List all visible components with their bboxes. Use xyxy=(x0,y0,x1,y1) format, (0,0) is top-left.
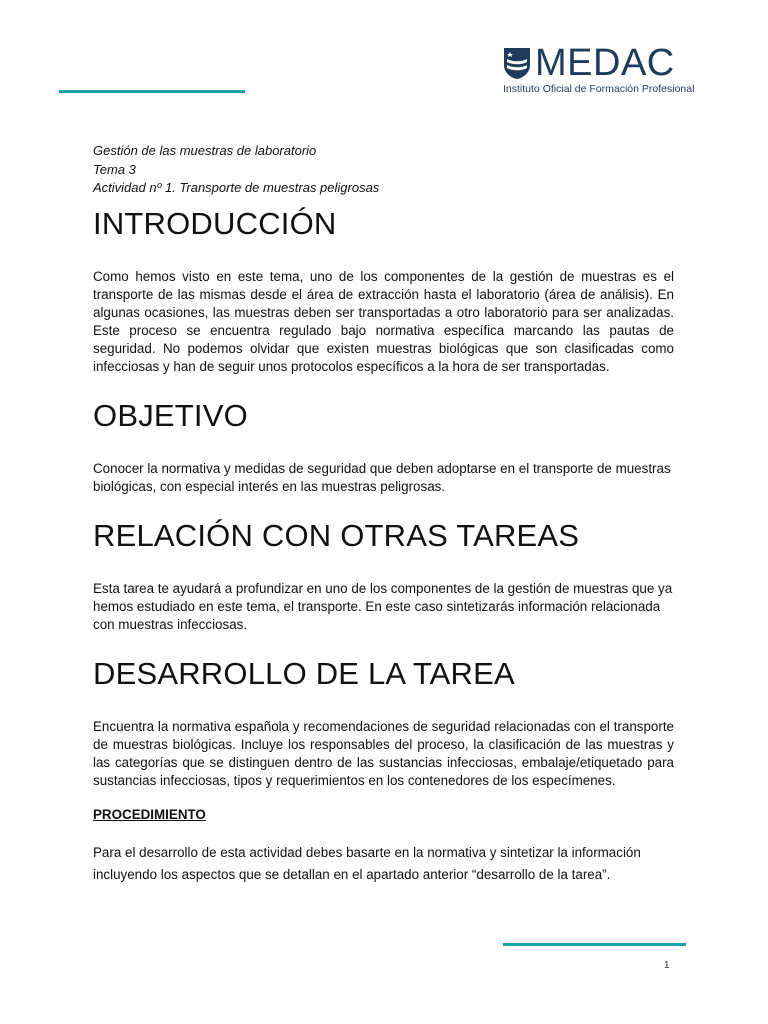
procedure-subheading: PROCEDIMIENTO xyxy=(93,806,206,822)
activity-title: Actividad nº 1. Transporte de muestras peligrosas xyxy=(93,180,380,195)
section-heading-introduction: INTRODUCCIÓN xyxy=(93,205,337,241)
procedure-paragraph: Para el desarrollo de esta actividad debes basarte en la normativa y sintetizar la información incluyendo los aspectos que se detallan en el apartado anterior “desarrollo de la tarea”. xyxy=(93,844,641,882)
page-number: 1 xyxy=(664,960,670,971)
development-paragraph: Encuentra la normativa española y recomendaciones de seguridad relacionadas con el transporte de muestras biológicas. Incluye los responsables del proceso, la clasificación de las muestras y las categorías que se distinguen dentro de las sustancias infecciosas, embalaje/etiquetado para sustancias infecciosas, tipos y requerimientos en los contenedores de los especímenes. xyxy=(93,718,674,788)
footer-accent-rule xyxy=(503,943,686,946)
relation-paragraph: Esta tarea te ayudará a profundizar en uno de los componentes de la gestión de muestras que ya hemos estudiado en este tema, el transporte. En este caso sintetizarás información relacionada con muestras infecciosas. xyxy=(93,580,673,632)
course-title: Gestión de las muestras de laboratorio xyxy=(93,143,317,158)
header-accent-rule xyxy=(59,90,245,93)
shield-logo-icon xyxy=(503,47,531,80)
medac-logo xyxy=(503,44,695,96)
objective-paragraph: Conocer la normativa y medidas de seguridad que deben adoptarse en el transporte de muestras biológicas, con especial interés en las muestras peligrosas. xyxy=(93,460,671,494)
logo-subtitle: Instituto Oficial de Formación Profesional xyxy=(503,83,695,95)
logo-wordmark: MEDAC xyxy=(535,42,675,84)
section-heading-objective: OBJETIVO xyxy=(93,397,248,433)
section-heading-relation: RELACIÓN CON OTRAS TAREAS xyxy=(93,517,580,553)
document-body xyxy=(93,142,674,886)
section-heading-development: DESARROLLO DE LA TAREA xyxy=(93,655,515,691)
introduction-paragraph: Como hemos visto en este tema, uno de los componentes de la gestión de muestras es el transporte de las mismas desde el área de extracción hasta el laboratorio (área de análisis). En algunas ocasiones, las muestras deben ser transportadas a otro laboratorio para ser analizadas. Este proceso se encuentra regulado bajo normativa específica marcando las pautas de seguridad. No podemos olvidar que existen muestras biológicas que son clasificadas como infecciosas y han de seguir unos protocolos específicos a la hora de ser transportadas. xyxy=(93,268,674,374)
topic-label: Tema 3 xyxy=(93,161,136,177)
